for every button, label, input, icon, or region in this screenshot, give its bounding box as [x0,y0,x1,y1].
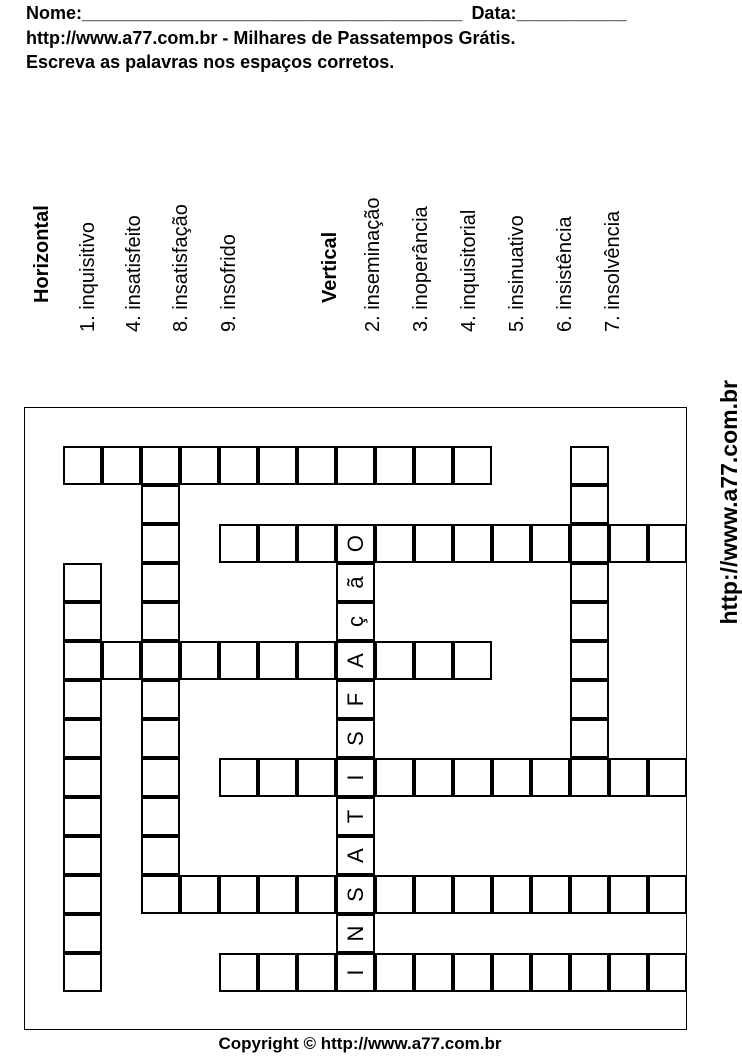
crossword-cell[interactable] [219,641,258,680]
site-line: http://www.a77.com.br - Milhares de Passatempos Grátis. [26,28,516,48]
crossword-cell[interactable] [297,875,336,914]
vertical-clue-4: 4. inquisitorial [458,209,480,332]
crossword-cell[interactable] [570,680,609,719]
crossword-cell[interactable] [63,602,102,641]
crossword-cell[interactable] [570,641,609,680]
crossword-letter: S [342,731,368,746]
crossword-cell[interactable] [180,641,219,680]
crossword-cell[interactable] [141,485,180,524]
vertical-clue-6: 6. insistência [554,216,576,332]
date-field-label: Data:___________ [471,3,627,23]
crossword-cell[interactable] [570,446,609,485]
crossword-cell[interactable] [570,953,609,992]
crossword-cell[interactable] [336,446,375,485]
crossword-cell[interactable] [570,602,609,641]
crossword-cell[interactable] [141,758,180,797]
crossword-cell[interactable] [63,953,102,992]
crossword-cell[interactable] [141,836,180,875]
crossword-cell[interactable] [258,953,297,992]
crossword-cell[interactable] [453,641,492,680]
crossword-cell[interactable] [648,758,687,797]
crossword-cell[interactable] [453,446,492,485]
crossword-cell[interactable] [648,953,687,992]
crossword-letter: ç [342,616,368,627]
instruction-line: Escreva as palavras nos espaços corretos. [26,52,395,72]
crossword-cell[interactable] [375,641,414,680]
crossword-letter: O [342,534,368,553]
vertical-clue-5: 5. insinuativo [506,215,528,332]
crossword-cell[interactable] [63,680,102,719]
crossword-cell[interactable] [63,641,102,680]
vertical-clue-2: 2. inseminação [362,197,384,332]
crossword-cell[interactable] [63,758,102,797]
crossword-cell[interactable] [414,641,453,680]
crossword-cell[interactable] [609,524,648,563]
crossword-cell[interactable] [609,758,648,797]
horizontal-clue-4: 4. insatisfeito [123,215,145,332]
crossword-cell[interactable] [180,446,219,485]
crossword-cell[interactable] [609,953,648,992]
crossword-cell[interactable] [414,446,453,485]
crossword-letter: I [342,774,368,781]
crossword-cell[interactable] [141,524,180,563]
crossword-cell[interactable] [63,875,102,914]
crossword-cell[interactable] [63,563,102,602]
crossword-cell[interactable] [219,758,258,797]
name-field-label: Nome:______________________________________ [26,3,463,23]
crossword-cell[interactable] [258,524,297,563]
name-date-line [26,3,627,23]
crossword-cell[interactable] [141,446,180,485]
crossword-cell[interactable] [570,719,609,758]
crossword-cell[interactable] [453,758,492,797]
crossword-cell[interactable] [453,953,492,992]
crossword-cell[interactable] [258,641,297,680]
horizontal-clue-9: 9. insofrido [218,234,240,332]
crossword-cell[interactable] [297,524,336,563]
crossword-cell[interactable] [102,641,141,680]
copyright-footer: Copyright © http://www.a77.com.br [218,1034,502,1053]
crossword-cell[interactable] [492,524,531,563]
crossword-cell[interactable] [63,797,102,836]
crossword-cell[interactable] [63,719,102,758]
crossword-cell[interactable] [297,758,336,797]
vertical-clue-7: 7. insolvência [602,210,624,332]
crossword-cell[interactable] [141,875,180,914]
crossword-cell[interactable] [258,446,297,485]
crossword-cell[interactable] [102,446,141,485]
crossword-cell[interactable] [375,446,414,485]
vertical-title: Vertical [319,231,341,303]
crossword-cell[interactable] [570,485,609,524]
crossword-cell[interactable] [570,758,609,797]
crossword-cell[interactable] [609,875,648,914]
crossword-cell[interactable] [141,797,180,836]
crossword-letter: ã [342,576,368,589]
crossword-cell[interactable] [453,875,492,914]
crossword-cell[interactable] [141,680,180,719]
crossword-cell[interactable] [297,446,336,485]
horizontal-title: Horizontal [31,205,53,303]
crossword-cell[interactable] [414,953,453,992]
crossword-cell[interactable] [414,758,453,797]
crossword-cell[interactable] [492,875,531,914]
crossword-cell[interactable] [375,875,414,914]
crossword-cell[interactable] [453,524,492,563]
crossword-cell[interactable] [141,563,180,602]
crossword-cell[interactable] [648,524,687,563]
crossword-cell[interactable] [414,524,453,563]
crossword-cell[interactable] [219,524,258,563]
crossword-cell[interactable] [63,446,102,485]
crossword-cell[interactable] [141,641,180,680]
crossword-letter: S [342,887,368,902]
side-url: http://www.a77.com.br [716,380,742,625]
crossword-letter: F [342,692,368,707]
crossword-cell[interactable] [219,875,258,914]
crossword-cell[interactable] [297,641,336,680]
crossword-cell[interactable] [141,602,180,641]
crossword-cell[interactable] [531,953,570,992]
horizontal-clue-1: 1. inquisitivo [77,221,99,332]
crossword-cell[interactable] [570,563,609,602]
crossword-cell[interactable] [570,524,609,563]
crossword-cell[interactable] [141,719,180,758]
crossword-letter: T [342,809,368,824]
crossword-cell[interactable] [63,836,102,875]
crossword-cell[interactable] [219,953,258,992]
crossword-cell[interactable] [414,875,453,914]
crossword-cell[interactable] [375,524,414,563]
crossword-cell[interactable] [297,953,336,992]
crossword-cell[interactable] [180,875,219,914]
crossword-cell[interactable] [531,758,570,797]
crossword-cell[interactable] [258,758,297,797]
crossword-cell[interactable] [63,914,102,953]
vertical-clue-3: 3. inoperância [410,206,432,332]
crossword-cell[interactable] [219,446,258,485]
crossword-cell[interactable] [492,953,531,992]
crossword-letter: I [342,969,368,976]
horizontal-clue-8: 8. insatisfação [170,204,192,332]
crossword-cell[interactable] [531,875,570,914]
crossword-letter: A [342,848,368,863]
crossword-letter: A [342,653,368,668]
crossword-cell[interactable] [258,875,297,914]
crossword-cell[interactable] [531,524,570,563]
crossword-cell[interactable] [375,758,414,797]
crossword-cell[interactable] [648,875,687,914]
crossword-cell[interactable] [570,875,609,914]
crossword-cell[interactable] [375,953,414,992]
crossword-cell[interactable] [492,758,531,797]
crossword-letter: N [342,925,368,942]
